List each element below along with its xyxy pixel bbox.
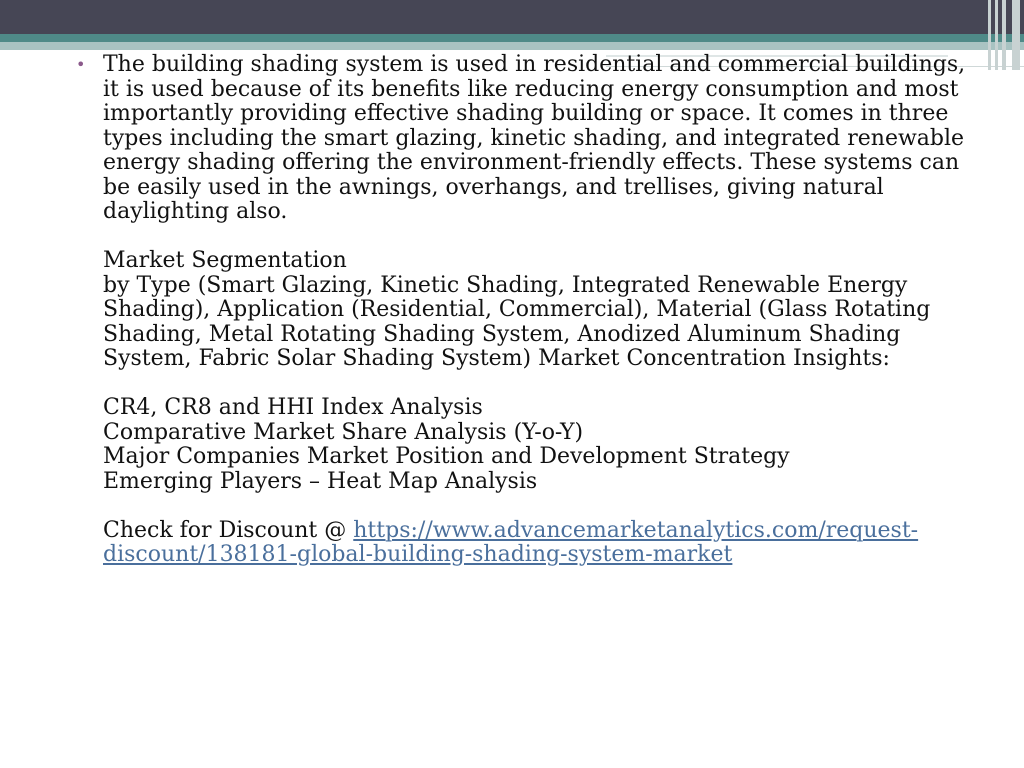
header-side-bars [984, 0, 1024, 70]
spacer [103, 372, 966, 397]
slide-body [76, 53, 966, 568]
discount-line [103, 519, 966, 568]
spacer [103, 494, 966, 519]
insight-line: Major Companies Market Position and Development Strategy [103, 444, 790, 469]
insight-line: CR4, CR8 and HHI Index Analysis [103, 395, 483, 420]
discount-link[interactable]: https://www.advancemarketanalytics.com/request-discount/138181-global-building-shading-system-market [103, 517, 919, 567]
insight-line: Emerging Players – Heat Map Analysis [103, 468, 538, 494]
discount-label: Check for Discount @ [103, 517, 354, 543]
segmentation-heading: Market Segmentation [103, 248, 347, 273]
insight-line: Comparative Market Share Analysis (Y-o-Y) [103, 419, 584, 445]
header-light-strip [0, 42, 1024, 50]
intro-paragraph: The building shading system is used in residential and commercial buildings, it is used because of its benefits like reducing energy consumption and most importantly providing effective shading building or space. It comes in three types including the smart glazing, kinetic shading, and integrated renewable energy shading offering the environment-friendly effects. These systems can be easily used in the awnings, overhangs, and trellises, giving natural daylighting also. [103, 52, 966, 224]
header-band [0, 0, 1024, 34]
side-bar [1012, 0, 1020, 70]
bullet-marker: • [76, 55, 86, 74]
side-bar [1002, 0, 1006, 70]
side-bar [995, 0, 998, 70]
header-teal-strip [0, 34, 1024, 42]
side-bar [988, 0, 991, 70]
bullet-text [103, 53, 966, 568]
spacer [103, 225, 966, 250]
segmentation-text: by Type (Smart Glazing, Kinetic Shading, Integrated Renewable Energy Shading), Application (Residential, Commercial), Material (Glass Rotating Shading, Metal Rotating Shading System, Anodized Aluminum Shading System, Fabric Solar Shading System) Market Concentration Insights: [103, 272, 931, 371]
